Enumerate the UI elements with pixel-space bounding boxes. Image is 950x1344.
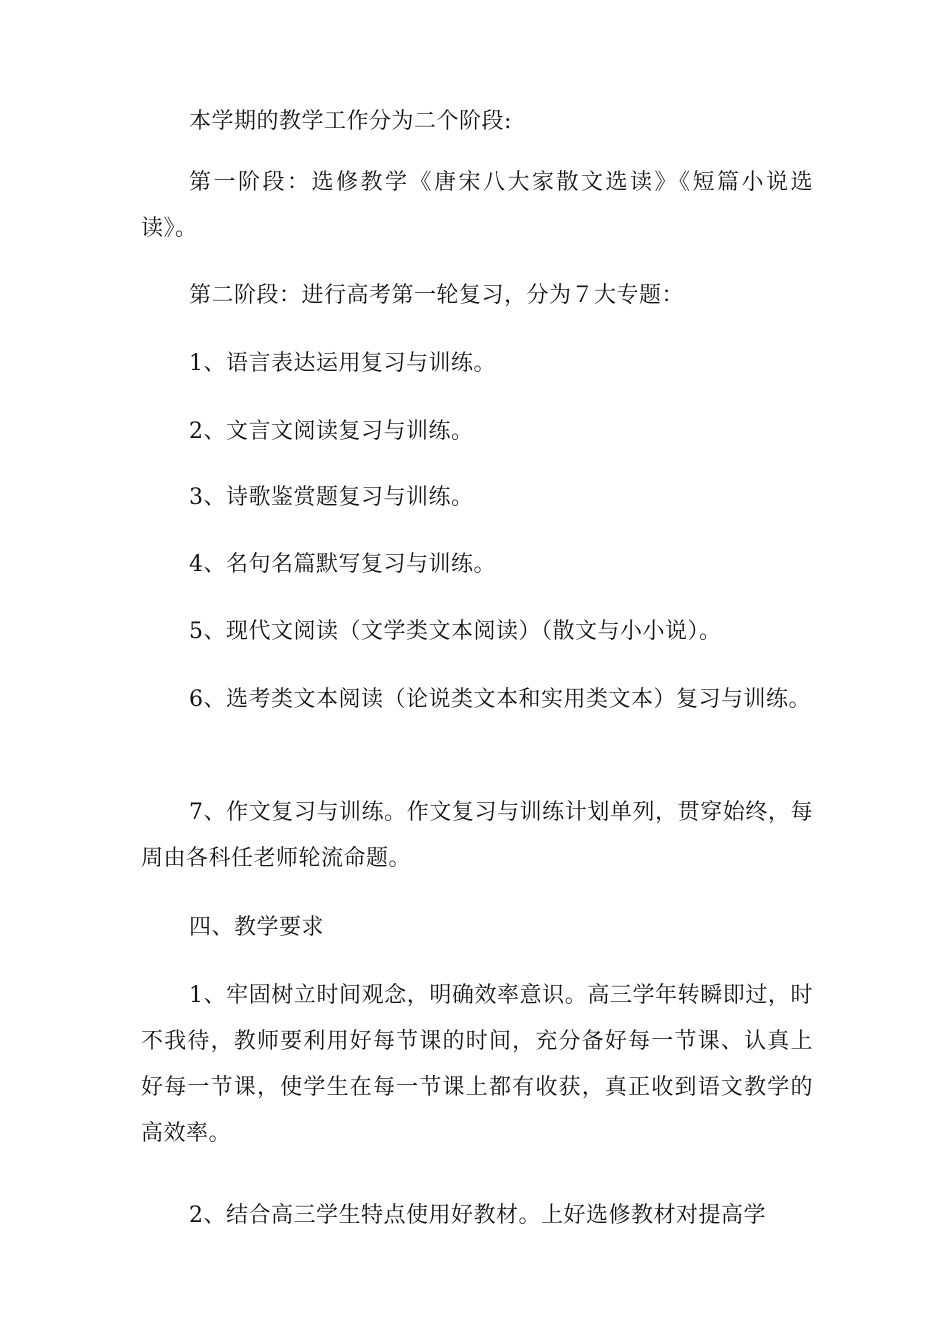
paragraph-stages-intro: 本学期的教学工作分为二个阶段: — [189, 109, 512, 134]
list-item-topic-7: 7、作文复习与训练。作文复习与训练计划单列，贯穿始终，每周由各科任老师轮流命题。 — [141, 800, 813, 871]
paragraph-stage-one: 第一阶段：选修教学《唐宋八大家散文选读》《短篇小说选读》。 — [141, 170, 813, 241]
section-heading-teaching-requirements: 四、教学要求 — [189, 915, 325, 940]
list-item-topic-6: 6、选考类文本阅读（论说类文本和实用类文本）复习与训练。 — [189, 687, 811, 712]
list-item-topic-4: 4、名句名篇默写复习与训练。 — [189, 552, 496, 577]
paragraph-requirement-1: 1、牢固树立时间观念，明确效率意识。高三学年转瞬即过，时不我待，教师要利用好每节课的时间，充分备好每一节课、认真上好每一节课，使学生在每一节课上都有收获，真正收到语文教学的高效率。 — [141, 983, 813, 1146]
list-item-topic-2: 2、文言文阅读复习与训练。 — [189, 419, 474, 444]
paragraph-stage-two: 第二阶段：进行高考第一轮复习，分为７大专题： — [189, 283, 685, 308]
list-item-topic-5: 5、现代文阅读（文学类文本阅读）（散文与小小说）。 — [189, 619, 722, 644]
list-item-topic-1: 1、语言表达运用复习与训练。 — [189, 351, 496, 376]
list-item-topic-3: 3、诗歌鉴赏题复习与训练。 — [189, 485, 474, 510]
paragraph-requirement-2: 2、结合高三学生特点使用好教材。上好选修教材对提高学 — [189, 1203, 766, 1228]
